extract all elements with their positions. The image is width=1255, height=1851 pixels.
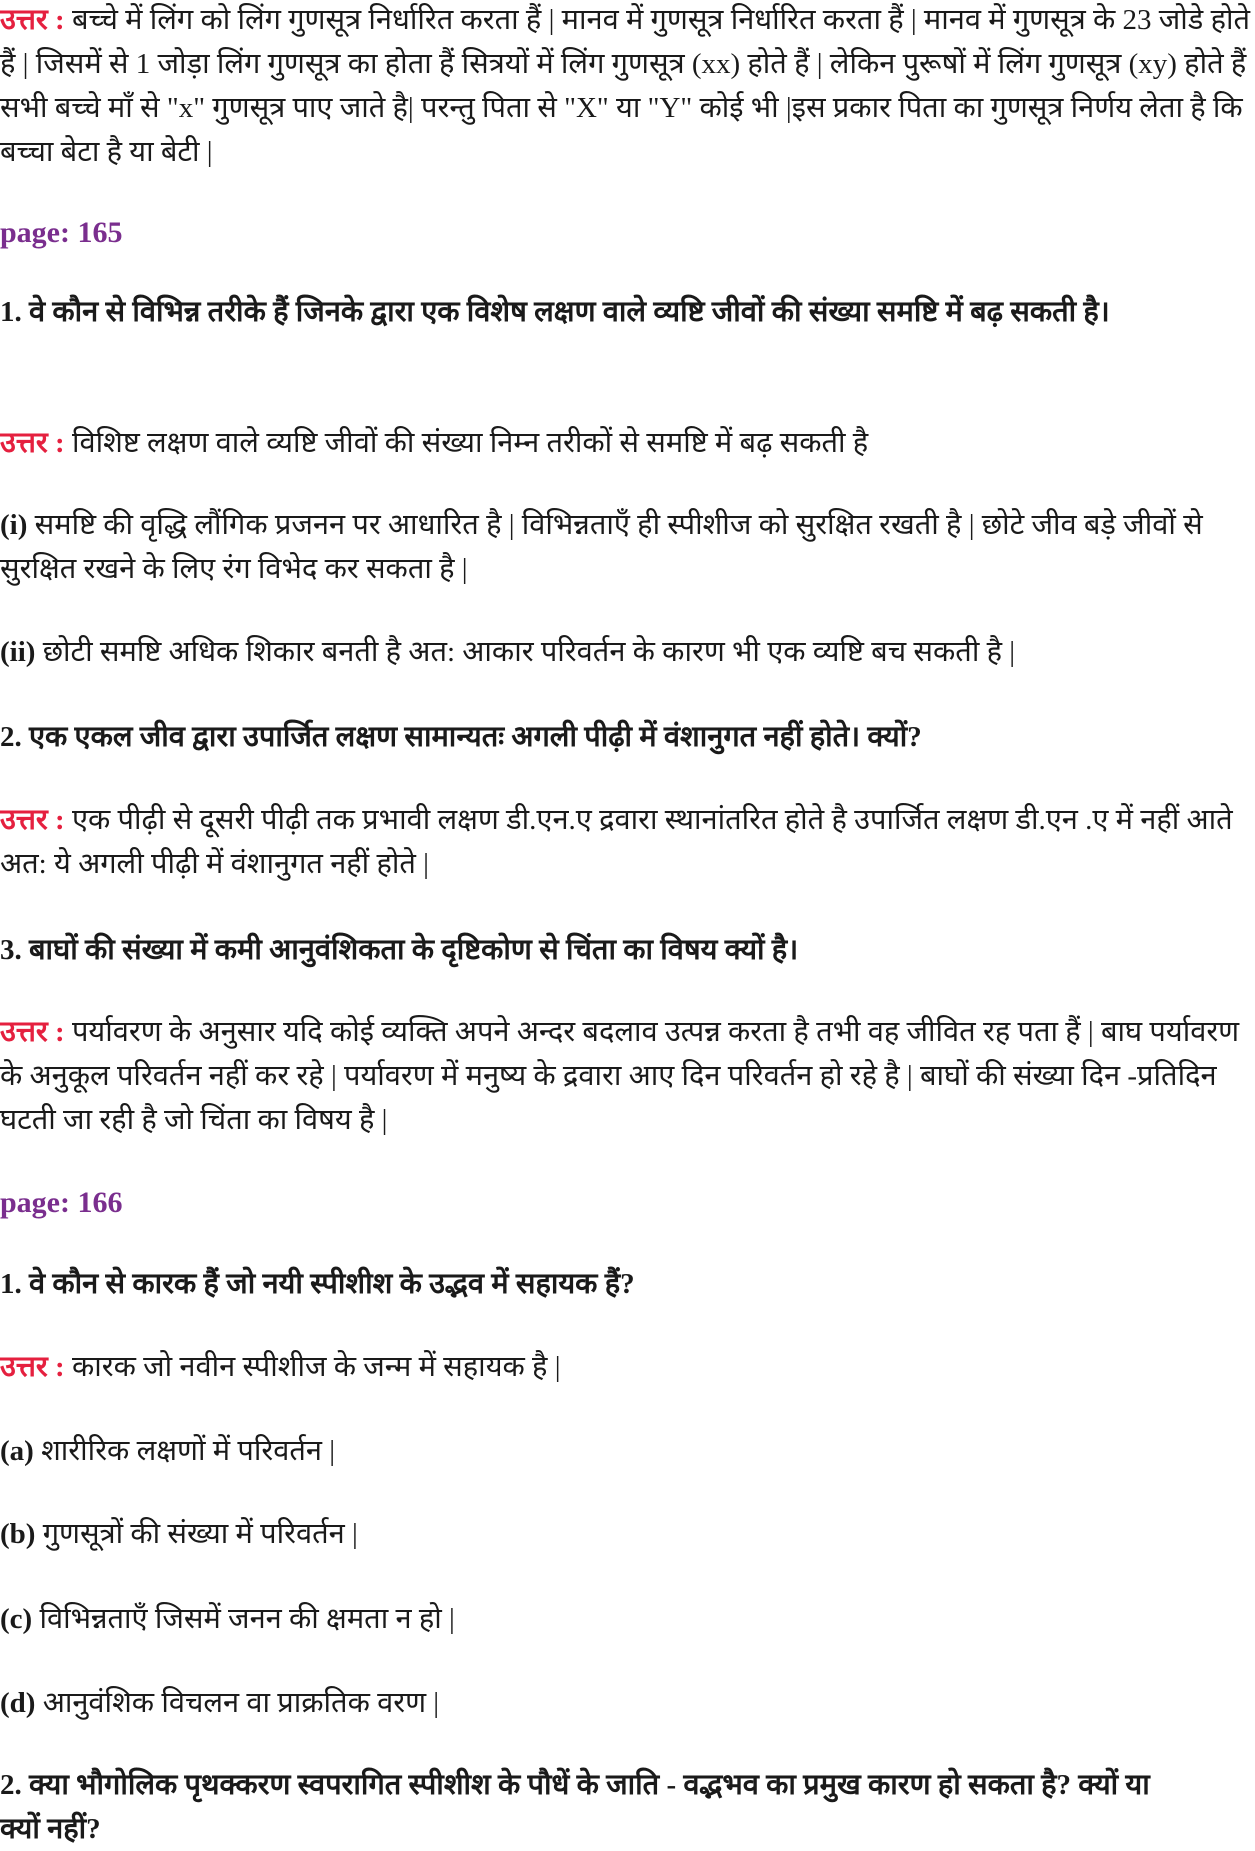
answer-text: एक पीढ़ी से दूसरी पीढ़ी तक प्रभावी लक्षण डी.एन.ए द्रवारा स्थानांतरित होते है उपार्जित लक्षण डी.एन .ए में नहीं आते अत: ये अगली पीढ़ी में वंशानुगत नहीं होते |: [0, 804, 1233, 880]
answer-point: [0, 1681, 1250, 1725]
answer-paragraph: [0, 1010, 1250, 1142]
answer-label: उत्तर :: [0, 427, 65, 459]
answer-point: [0, 503, 1250, 591]
point-label: (c): [0, 1603, 33, 1635]
point-text: विभिन्नताएँ जिसमें जनन की क्षमता न हो |: [32, 1603, 455, 1635]
page-label: page: 165: [0, 216, 123, 249]
point-text: आनुवंशिक विचलन वा प्राक्रतिक वरण |: [35, 1687, 440, 1719]
point-label: (ii): [0, 636, 36, 668]
point-label: (d): [0, 1687, 36, 1719]
answer-text: कारक जो नवीन स्पीशीज के जन्म में सहायक है |: [71, 1351, 561, 1383]
answer-text: पर्यावरण के अनुसार यदि कोई व्यक्ति अपने अन्दर बदलाव उत्पन्न करता है तभी वह जीवित रह पता हैं | बाघ पर्यावरण के अनुकूल परिवर्तन नहीं कर रहे | पर्यावरण में मनुष्य के द्रवारा आए दिन परिवर्तन हो रहे है | बाघों की संख्या दिन -प्रतिदिन घटती जा रही है जो चिंता का विषय है |: [0, 1016, 1240, 1136]
answer-label: उत्तर :: [0, 4, 65, 36]
question-heading: 1. वे कौन से कारक हैं जो नयी स्पीशीश के उद्भव में सहायक हैं?: [0, 1268, 635, 1300]
page-label: page: 166: [0, 1186, 123, 1219]
question-heading: 2. क्या भौगोलिक पृथक्करण स्वपरागित स्पीशीश के पौधें के जाति - वद्भभव का प्रमुख कारण हो सकता है? क्यों या क्यों नहीं?: [0, 1769, 1150, 1845]
answer-label: उत्तर :: [0, 1351, 65, 1383]
answer-paragraph: [0, 0, 1250, 174]
question-heading: 2. एक एकल जीव द्वारा उपार्जित लक्षण सामान्यतः अगली पीढ़ी में वंशानुगत नहीं होते। क्यों?: [0, 721, 922, 753]
point-text: समष्टि की वृद्धि लौंगिक प्रजनन पर आधारित है | विभिन्नताएँ ही स्पीशीज को सुरक्षित रखती है | छोटे जीव बड़े जीवों से सुरक्षित रखने के लिए रंग विभेद कर सकता है |: [0, 509, 1203, 585]
answer-label: उत्तर :: [0, 1016, 65, 1048]
answer-paragraph: [0, 798, 1250, 886]
point-text: छोटी समष्टि अधिक शिकार बनती है अत: आकार परिवर्तन के कारण भी एक व्यष्टि बच सकती है |: [35, 636, 1016, 668]
answer-text: विशिष्ट लक्षण वाले व्यष्टि जीवों की संख्या निम्न तरीकों से समष्टि में बढ़ सकती है: [64, 427, 869, 459]
point-text: शारीरिक लक्षणों में परिवर्तन |: [33, 1435, 335, 1467]
answer-point: [0, 1512, 1250, 1556]
answer-paragraph: [0, 421, 1250, 465]
answer-text: बच्चे में लिंग को लिंग गुणसूत्र निर्धारित करता हैं | मानव में गुणसूत्र निर्धारित करता हैं | मानव में गुणसूत्र के 23 जोडे होते हैं | जिसमें से 1 जोड़ा लिंग गुणसूत्र का होता हैं सित्रयों में लिंग गुणसूत्र (xx) होते हैं | लेकिन पुरूषों में लिंग गुणसूत्र (xy) होते हैं सभी बच्चे माँ से "x" गुणसूत्र पाए जाते है| परन्तु पिता से "X" या "Y" कोई भी |इस प्रकार पिता का गुणसूत्र निर्णय लेता है कि बच्चा बेटा है या बेटी |: [0, 4, 1251, 168]
answer-label: उत्तर :: [0, 804, 65, 836]
point-label: (b): [0, 1518, 36, 1550]
question-heading: 3. बाघों की संख्या में कमी आनुवंशिकता के दृष्टिकोण से चिंता का विषय क्यों है।: [0, 934, 799, 966]
question-heading: 1. वे कौन से विभिन्न तरीके हैं जिनके द्वारा एक विशेष लक्षण वाले व्यष्टि जीवों की संख्या समष्टि में बढ़ सकती है।: [0, 296, 1110, 328]
point-text: गुणसूत्रों की संख्या में परिवर्तन |: [35, 1518, 358, 1550]
answer-point: [0, 630, 1250, 674]
point-label: (a): [0, 1435, 34, 1467]
answer-point: [0, 1429, 1250, 1473]
answer-point: [0, 1597, 1250, 1641]
point-label: (i): [0, 509, 28, 541]
answer-paragraph: [0, 1345, 1250, 1389]
